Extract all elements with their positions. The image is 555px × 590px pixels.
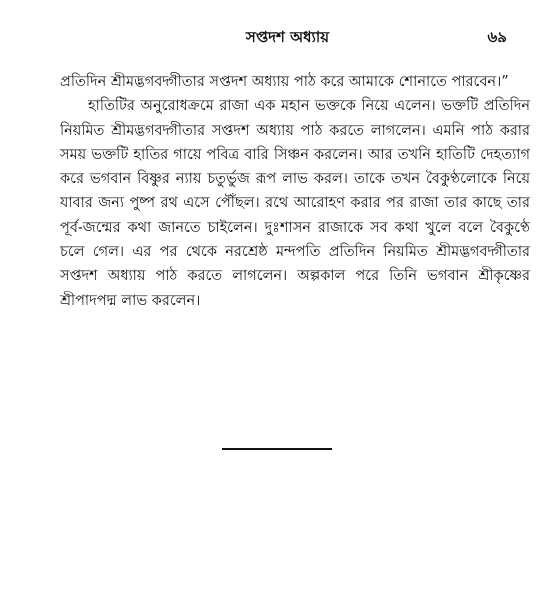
paragraph-story: হাতিটির অনুরোধক্রমে রাজা এক মহান ভক্তকে নিয়ে এলেন। ভক্তটি প্রতিদিন নিয়মিত শ্রীমদ্ভগবদ্গীতার সপ্তদশ অধ্যায় পাঠ করতে লাগলেন। এমনি পাঠ করার সময় ভক্তটি হাতির গায়ে পবিত্র বারি সিঞ্চন করলেন। আর তখনি হাতিটি দেহত্যাগ করে ভগবান বিষ্ণুর ন্যায় চতুর্ভুজ রূপ লাভ করল। তাকে তখন বৈকুণ্ঠলোকে নিয়ে যাবার জন্য পুষ্প রথ এসে পৌঁছল। রথে আরোহণ করার পর রাজা তার কাছে তার পূর্ব-জন্মের কথা জানতে চাইলেন। দুঃশাসন রাজাকে সব কথা খুলে বলে বৈকুণ্ঠে চলে গেল। এর পর থেকে নরশ্রেষ্ঠ মন্দপতি প্রতিদিন নিয়মিত শ্রীমদ্ভগবদ্গীতার সপ্তদশ অধ্যায় পাঠ করতে লাগলেন। অল্পকাল পরে তিনি ভগবান শ্রীকৃষ্ণের শ্রীপাদপদ্ম লাভ করলেন। [60,98,530,309]
body-text [60,70,530,313]
section-divider [222,448,332,450]
chapter-title: সপ্তদশ অধ্যায় [245,28,330,46]
paragraph-quote-end: প্রতিদিন শ্রীমদ্ভগবদ্গীতার সপ্তদশ অধ্যায় পাঠ করে আমাকে শোনাতে পারবেন।” [60,74,509,90]
page-header [60,26,515,50]
page-number: ৬৯ [487,28,507,46]
